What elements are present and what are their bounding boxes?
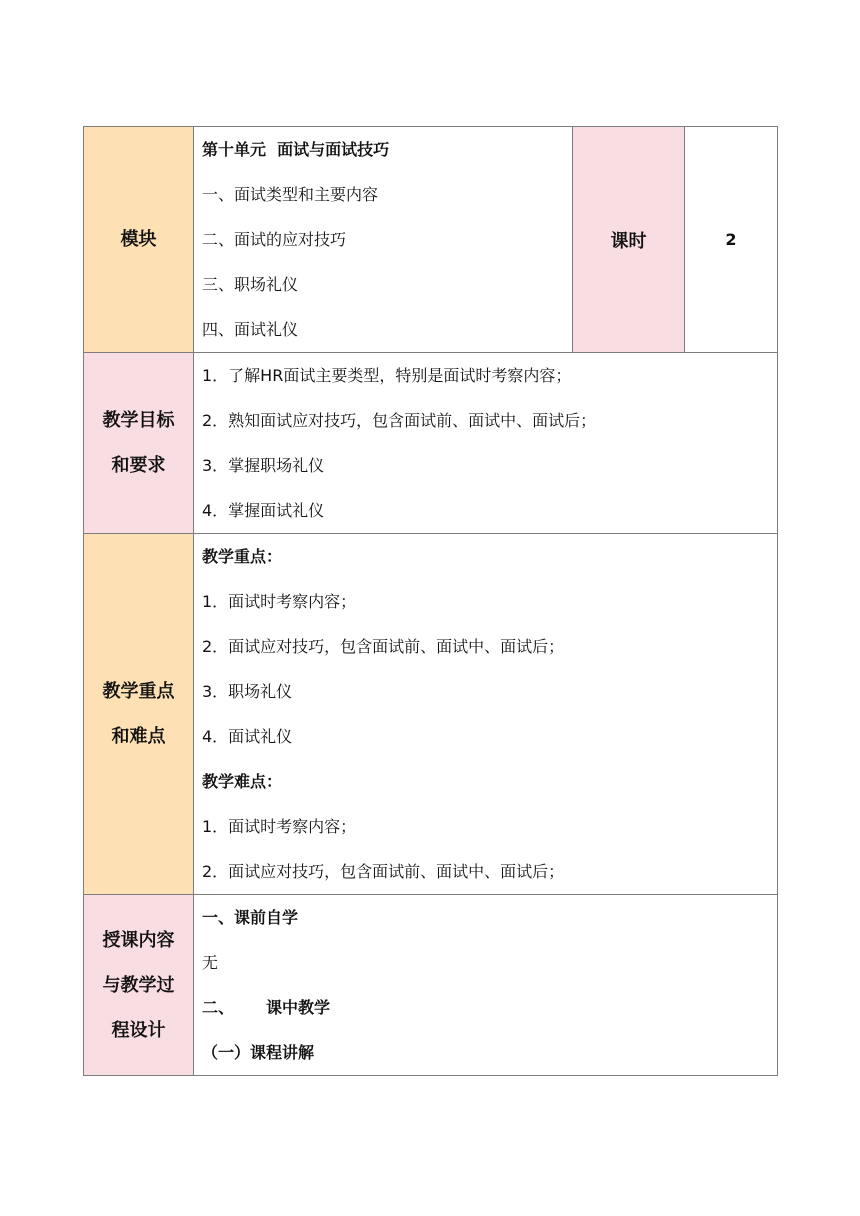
objective-item-4: 4．掌握面试礼仪 [202, 501, 325, 520]
focus-item-4: 4．面试礼仪 [202, 727, 293, 746]
key-points-content-cell [194, 534, 778, 895]
lesson-plan-table [83, 126, 778, 1076]
key-points-label-line-1: 教学重点 [102, 681, 175, 702]
difficulty-item-1: 1．面试时考察内容； [202, 817, 357, 836]
process-label-cell [84, 895, 194, 1076]
difficulty-heading: 教学难点： [202, 772, 283, 791]
key-points-label-line-2: 和难点 [111, 726, 166, 747]
module-row [84, 127, 778, 353]
process-label-line-3: 程设计 [111, 1019, 166, 1041]
module-item-4: 四、面试礼仪 [202, 320, 299, 339]
key-points-label-cell [84, 534, 194, 895]
process-row [84, 895, 778, 1076]
key-points-row [84, 534, 778, 895]
module-content-cell [194, 127, 573, 353]
objectives-label-line-1: 教学目标 [102, 410, 175, 431]
objectives-label-line-2: 和要求 [111, 455, 166, 476]
difficulty-item-2: 2．面试应对技巧，包含面试前、面试中、面试后； [202, 862, 565, 881]
hours-label-cell [573, 127, 685, 353]
section-1-body: 无 [202, 953, 219, 972]
module-label: 模块 [120, 229, 157, 250]
section-1-heading: 一、课前自学 [202, 908, 299, 927]
hours-label: 课时 [610, 230, 647, 252]
module-item-2: 二、面试的应对技巧 [202, 230, 347, 249]
section-2-heading: 课中教学 [266, 998, 331, 1017]
process-label-line-1: 授课内容 [102, 929, 175, 951]
subsection-1-heading: （一）课程讲解 [202, 1043, 315, 1062]
module-label-cell [84, 127, 194, 353]
focus-item-3: 3．职场礼仪 [202, 682, 293, 701]
objectives-content-cell [194, 353, 778, 534]
objective-item-2: 2．熟知面试应对技巧，包含面试前、面试中、面试后； [202, 411, 597, 430]
module-item-1: 一、面试类型和主要内容 [202, 185, 379, 204]
objectives-label-cell [84, 353, 194, 534]
module-title: 第十单元 面试与面试技巧 [202, 140, 390, 159]
section-2-heading-line [202, 985, 777, 1030]
objective-item-1: 1．了解HR面试主要类型，特别是面试时考察内容； [202, 366, 572, 385]
hours-value: 2 [725, 230, 737, 249]
process-label-line-2: 与教学过 [102, 974, 175, 996]
module-item-3: 三、职场礼仪 [202, 275, 299, 294]
objective-item-3: 3．掌握职场礼仪 [202, 456, 325, 475]
focus-heading: 教学重点： [202, 547, 283, 566]
focus-item-2: 2．面试应对技巧，包含面试前、面试中、面试后； [202, 637, 565, 656]
focus-item-1: 1．面试时考察内容； [202, 592, 357, 611]
process-content-cell [194, 895, 778, 1076]
objectives-row [84, 353, 778, 534]
section-2-prefix: 二、 [202, 998, 235, 1017]
hours-value-cell [685, 127, 778, 353]
